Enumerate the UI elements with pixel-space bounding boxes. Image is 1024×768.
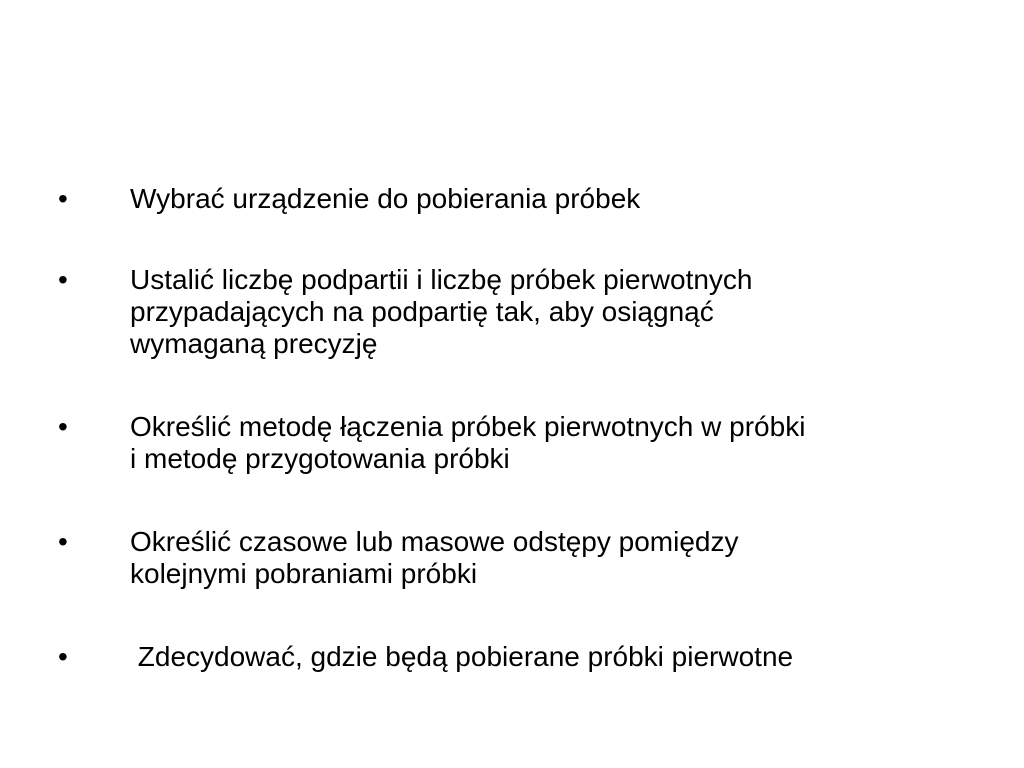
list-item-text: Zdecydować, gdzie będą pobierane próbki pierwotne <box>130 641 794 672</box>
bullet-icon: • <box>58 526 68 557</box>
bullet-icon: • <box>58 264 68 295</box>
list-item-text: Wybrać urządzenie do pobierania próbek <box>130 183 641 214</box>
list-item-text: Określić czasowe lub masowe odstępy pomiędzy kolejnymi pobraniami próbki <box>130 526 739 589</box>
list-item-text: Ustalić liczbę podpartii i liczbę próbek pierwotnych przypadających na podpartię tak, aby osiągnąć wymaganą precyzję <box>130 264 753 359</box>
bullet-icon: • <box>58 641 68 672</box>
bullet-icon: • <box>58 183 68 214</box>
list-item-text: Określić metodę łączenia próbek pierwotnych w próbki i metodę przygotowania próbki <box>130 411 806 474</box>
bullet-icon: • <box>58 411 68 442</box>
